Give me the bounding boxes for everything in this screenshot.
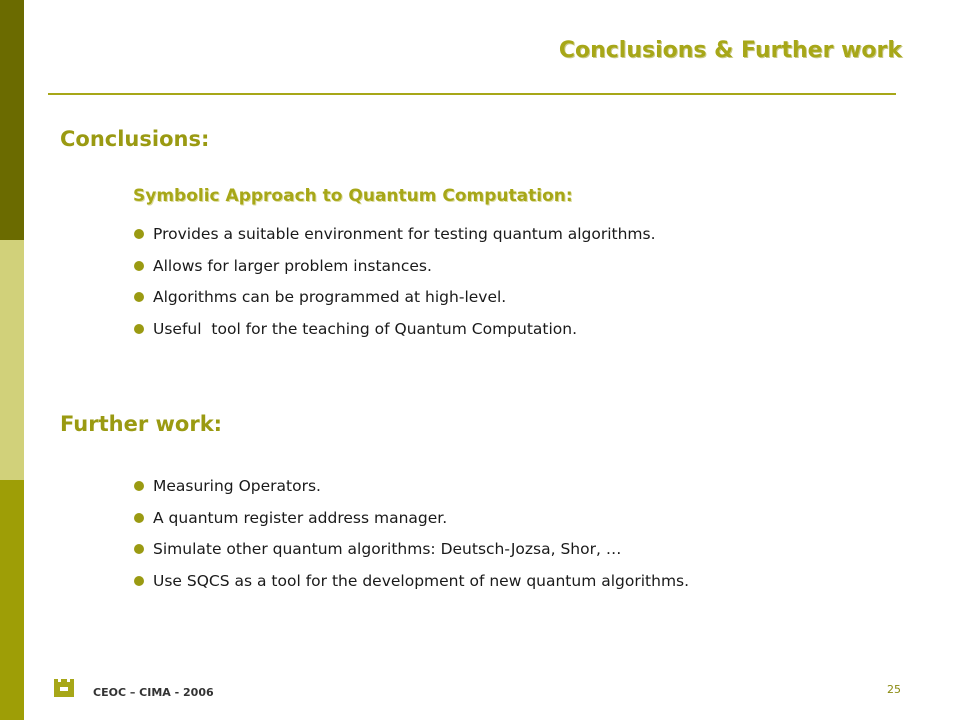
bullet-icon bbox=[134, 576, 144, 586]
footer-text: CEOC – CIMA - 2006 bbox=[93, 686, 214, 699]
title-divider bbox=[48, 93, 896, 95]
bullet-icon bbox=[134, 513, 144, 523]
list-item-text: Allows for larger problem instances. bbox=[153, 256, 432, 275]
list-item bbox=[133, 571, 689, 603]
sidebar-segment-mid bbox=[0, 480, 24, 720]
list-item bbox=[133, 508, 689, 540]
list-item-text: Simulate other quantum algorithms: Deutsch-Jozsa, Shor, … bbox=[153, 540, 622, 558]
bullet-icon bbox=[134, 229, 144, 239]
slide-title: Conclusions & Further work bbox=[558, 38, 902, 63]
list-item bbox=[133, 256, 656, 288]
bullet-icon bbox=[134, 481, 144, 491]
list-item-text: Provides a suitable environment for testing quantum algorithms. bbox=[153, 225, 656, 243]
list-item bbox=[133, 476, 689, 508]
list-item-text: Measuring Operators. bbox=[153, 477, 321, 495]
list-item-text: A quantum register address manager. bbox=[153, 508, 448, 527]
list-item-text: Useful tool for the teaching of Quantum Computation. bbox=[153, 319, 578, 338]
decorative-sidebar bbox=[0, 0, 24, 720]
list-item bbox=[133, 319, 656, 351]
conclusions-heading: Conclusions: bbox=[60, 127, 210, 151]
castle-icon bbox=[52, 676, 76, 704]
conclusions-list bbox=[133, 224, 656, 350]
page-number: 25 bbox=[887, 683, 901, 696]
list-item bbox=[133, 539, 689, 571]
list-item-text: Use SQCS as a tool for the development of new quantum algorithms. bbox=[153, 571, 690, 590]
sidebar-segment-dark bbox=[0, 0, 24, 240]
bullet-icon bbox=[134, 292, 144, 302]
list-item-text: Algorithms can be programmed at high-level. bbox=[153, 288, 507, 306]
conclusions-subheading: Symbolic Approach to Quantum Computation: bbox=[133, 186, 573, 206]
list-item bbox=[133, 224, 656, 256]
further-work-list bbox=[133, 476, 689, 602]
bullet-icon bbox=[134, 544, 144, 554]
sidebar-segment-light bbox=[0, 240, 24, 480]
bullet-icon bbox=[134, 324, 144, 334]
further-work-heading: Further work: bbox=[60, 412, 223, 436]
bullet-icon bbox=[134, 261, 144, 271]
list-item bbox=[133, 287, 656, 319]
